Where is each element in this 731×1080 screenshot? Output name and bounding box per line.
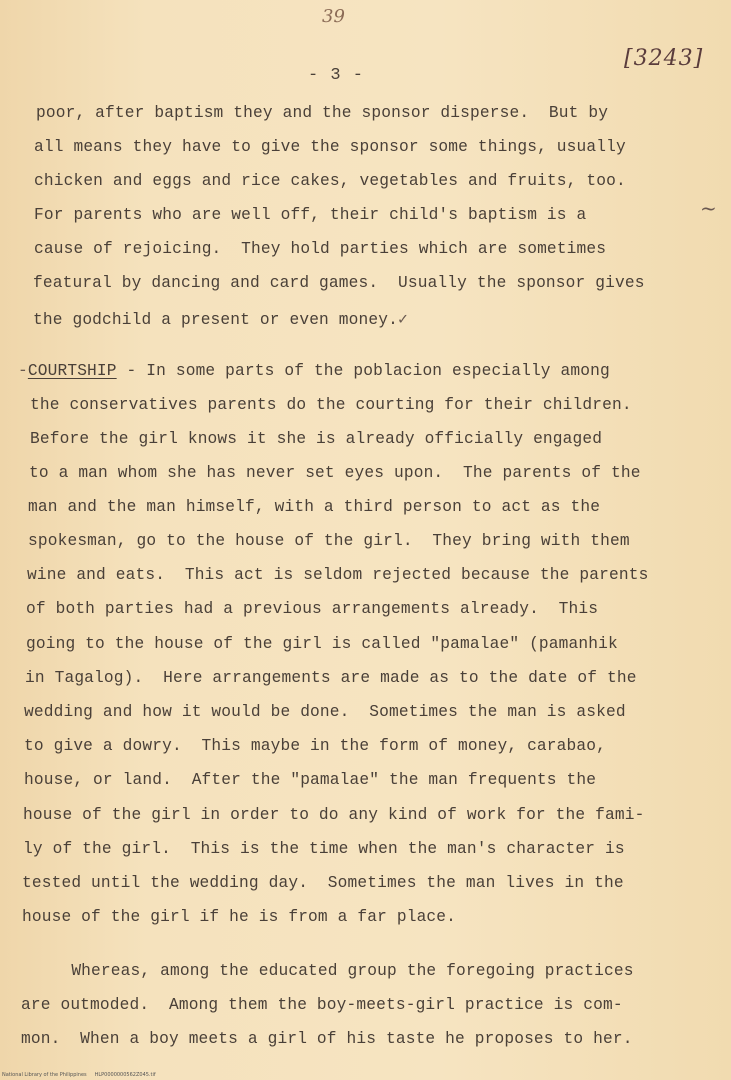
text-line: mon. When a boy meets a girl of his taste he proposes to her. (21, 1030, 633, 1048)
text-line: chicken and eggs and rice cakes, vegetables and fruits, too. (34, 172, 626, 190)
text-line: Before the girl knows it she is already officially engaged (30, 430, 603, 448)
text-line: to a man whom she has never set eyes upon. The parents of the (29, 464, 641, 482)
text-line: in Tagalog). Here arrangements are made as to the date of the (25, 669, 637, 687)
margin-tick-icon: - (18, 362, 28, 380)
text-line: house of the girl in order to do any kind of work for the fami- (23, 806, 645, 824)
text-line: are outmoded. Among them the boy-meets-girl practice is com- (21, 996, 623, 1014)
text-line: spokesman, go to the house of the girl. They bring with them (28, 532, 630, 550)
text-line: tested until the wedding day. Sometimes the man lives in the (22, 874, 624, 892)
text-line: For parents who are well off, their child's baptism is a (34, 206, 587, 224)
margin-check-mark: ~ (700, 196, 717, 220)
text-line: ly of the girl. This is the time when the man's character is (23, 840, 625, 858)
text-line: cause of rejoicing. They hold parties which are sometimes (34, 240, 607, 258)
text-line: all means they have to give the sponsor some things, usually (34, 138, 626, 156)
typed-page-number: - 3 - (308, 66, 365, 85)
text-line: of both parties had a previous arrangements already. This (26, 600, 599, 618)
text-line: house of the girl if he is from a far place. (22, 908, 457, 926)
text-line: to give a dowry. This maybe in the form of money, carabao, (24, 737, 606, 755)
text-line-content: - In some parts of the poblacion especially among (116, 362, 610, 380)
text-line: poor, after baptism they and the sponsor disperse. But by (36, 104, 609, 122)
check-mark-icon: ✓ (397, 311, 408, 329)
text-line (33, 309, 408, 329)
text-line: wine and eats. This act is seldom rejected because the parents (27, 566, 649, 584)
text-line: the conservatives parents do the courting for their children. (30, 396, 632, 414)
text-line: man and the man himself, with a third person to act as the (28, 498, 601, 516)
text-line (18, 362, 610, 380)
text-line-content: the godchild a present or even money. (33, 311, 398, 329)
text-line: featural by dancing and card games. Usually the sponsor gives (33, 274, 645, 292)
archive-footer: National Library of the Philippines HLP0000000562Z045.tif (2, 1072, 156, 1078)
text-line: house, or land. After the "pamalae" the man frequents the (24, 771, 597, 789)
text-line: going to the house of the girl is called "pamalae" (pamanhik (26, 635, 618, 653)
handwritten-page-number: 39 (322, 6, 345, 27)
text-line: wedding and how it would be done. Sometimes the man is asked (24, 703, 626, 721)
catalog-number: [3243] (624, 46, 704, 71)
text-line: Whereas, among the educated group the foregoing practices (22, 962, 634, 980)
courtship-heading: COURTSHIP (27, 362, 117, 380)
